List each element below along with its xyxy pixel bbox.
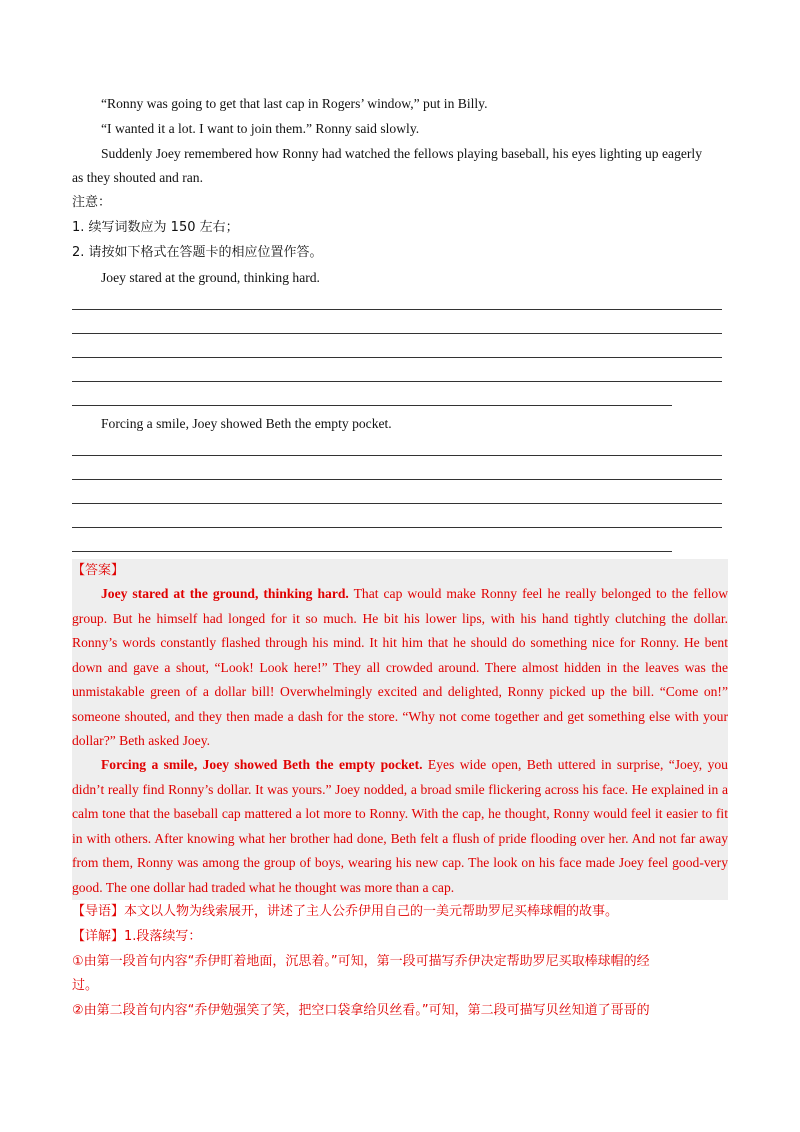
detail-text: 1.段落续写： <box>124 929 202 944</box>
detail-clue-1-line-1: ①由第一段首句内容“乔伊盯着地面，沉思着。”可知，第一段可描写乔伊决定帮助罗尼买取棒球帽的经 <box>72 954 650 969</box>
answer-paragraph-2-body: Eyes wide open, Beth uttered in surprise, “Joey, you didn’t really find Ronny’s dollar. It was yours.” Joey nodded, a broad smile flickering across his face. He explained in a calm tone that the baseball cap mattered a lot more to Ronny. With the cap, he thought, Ronny would feel it easier to fit in with others. After knowing what her brother had done, Beth felt a flush of pride flooding over her. And not far away from them, Ronny was among the group of boys, wearing his new cap. The look on his face made Joey feel good-very good. The one dollar had traded what he thought was more than a cap. <box>72 757 728 895</box>
writing-line <box>72 479 722 480</box>
detail-clue-1-line-2: 过。 <box>72 978 99 993</box>
answer-paragraph-2 <box>72 753 728 900</box>
answer-paragraph-1-body: That cap would make Ronny feel he really belonged to the fellow group. But he himself had longed for it so much. He bit his lower lips, with his hand tightly clutching the dollar. Ronny’s words constantly flashed through his mind. It hit him that he should do something nice for Ronny. He bent down and gave a shout, “Look! Look here!” They all crowded around. There almost hidden in the leaves was the unmistakable green of a dollar bill! Overwhelmingly excited and delighted, Ronny picked up the bill. “Come on!” someone shouted, and they then made a dash for the store. “Why not come together and get something else with your dollar?” Beth asked Joey. <box>72 586 729 748</box>
writing-line <box>72 309 722 310</box>
writing-line <box>72 503 722 504</box>
writing-line <box>72 333 722 334</box>
detail-section <box>72 925 732 949</box>
answer-paragraph-1-lead: Joey stared at the ground, thinking hard. <box>101 586 349 601</box>
writing-line <box>72 551 672 552</box>
story-line-4: as they shouted and ran. <box>72 170 203 185</box>
writing-line <box>72 455 722 456</box>
detail-clue-2-line-1: ②由第二段首句内容“乔伊勉强笑了笑，把空口袋拿给贝丝看。”可知，第二段可描写贝丝知道了哥哥的 <box>72 1003 650 1018</box>
notes-heading: 注意： <box>72 195 112 210</box>
notes-item-2: 2. 请按如下格式在答题卡的相应位置作答。 <box>72 245 323 260</box>
answer-paragraph-2-lead: Forcing a smile, Joey showed Beth the empty pocket. <box>101 757 423 772</box>
guide-text: 本文以人物为线索展开，讲述了主人公乔伊用自己的一美元帮助罗尼买棒球帽的故事。 <box>124 904 619 919</box>
writing-line <box>72 405 672 406</box>
story-line-2: “I wanted it a lot. I want to join them.” Ronny said slowly. <box>101 121 420 136</box>
story-line-3: Suddenly Joey remembered how Ronny had watched the fellows playing baseball, his eyes lighting up eagerly <box>101 146 702 161</box>
story-line-1: “Ronny was going to get that last cap in Rogers’ window,” put in Billy. <box>101 96 488 111</box>
writing-line <box>72 357 722 358</box>
notes-item-1: 1. 续写词数应为 150 左右； <box>72 220 239 235</box>
writing-line <box>72 381 722 382</box>
prompt-1: Joey stared at the ground, thinking hard. <box>101 270 320 285</box>
guide-section <box>72 900 732 924</box>
prompt-2: Forcing a smile, Joey showed Beth the empty pocket. <box>101 416 392 431</box>
detail-label: 【详解】 <box>72 929 125 944</box>
writing-line <box>72 527 722 528</box>
answer-paragraph-1 <box>72 582 728 754</box>
answer-label: 【答案】 <box>72 563 125 578</box>
guide-label: 【导语】 <box>72 904 125 919</box>
